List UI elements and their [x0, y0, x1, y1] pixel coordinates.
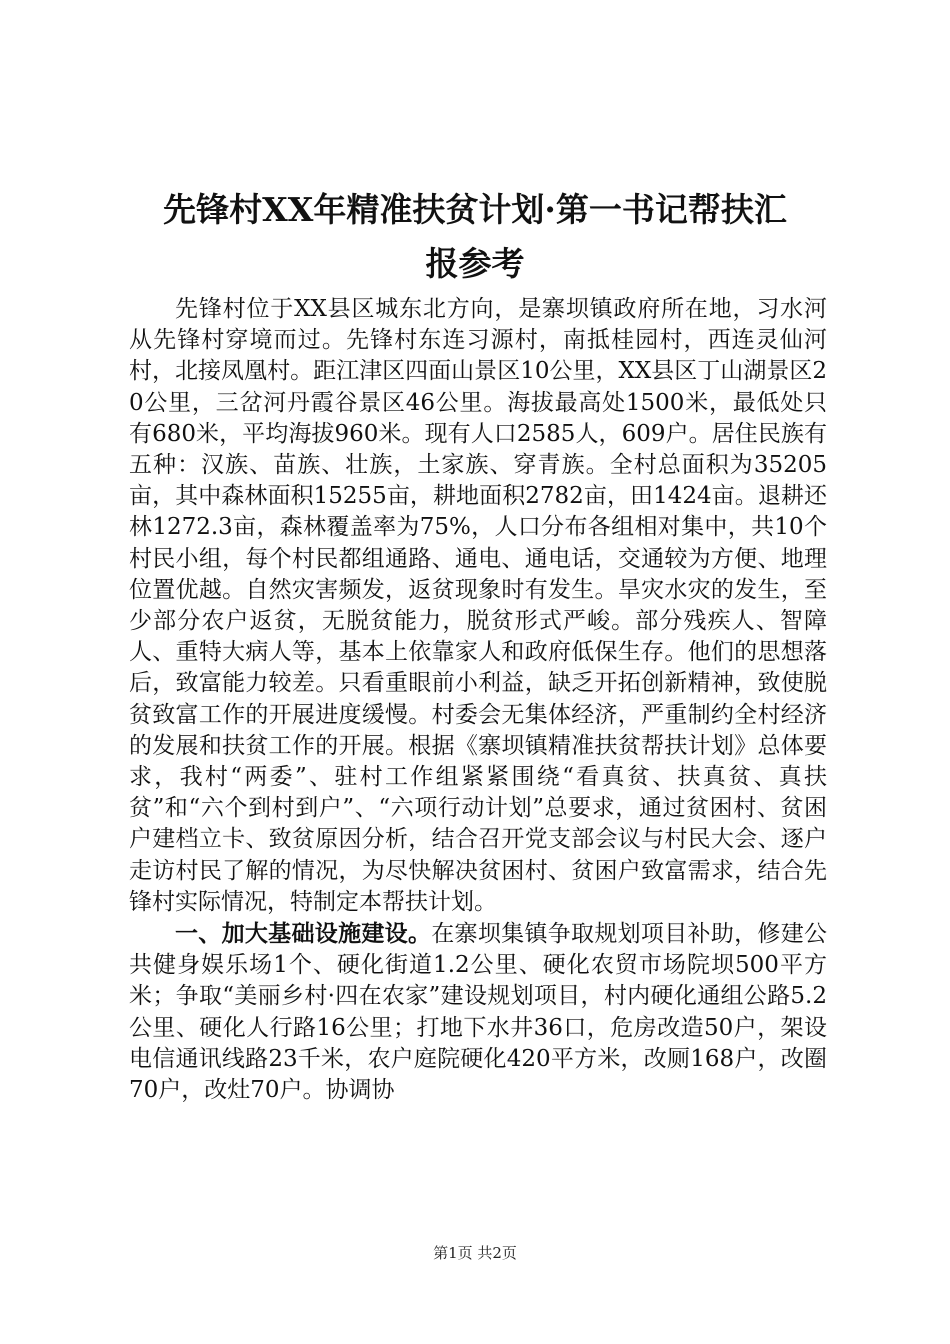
section-text: 在寨坝集镇争取规划项目补助，修建公共健身娱乐场1个、硬化街道1.2公里、硬化农贸市场院坝500平方米；争取“美丽乡村·四在农家”建设规划项目，村内硬化通组公路5.2公里、硬化人行路16公里；打地下水井36口，危房改造50户，架设电信通讯线路23千米，农户庭院硬化420平方米，改厕168户，改圈70户，改灶70户。协调协	[129, 921, 828, 1104]
paragraph-intro: 先锋村位于XX县区城东北方向，是寨坝镇政府所在地，习水河从先锋村穿境而过。先锋村东连习源村，南抵桂园村，西连灵仙河村，北接凤凰村。距江津区四面山景区10公里，XX县区丁山湖景区20公里，三岔河丹霞谷景区46公里。海拔最高处1500米，最低处只有680米，平均海拔960米。现有人口2585人，609户。居住民族有五种：汉族、苗族、壮族，土家族、穿青族。全村总面积为35205亩，其中森林面积15255亩，耕地面积2782亩，田1424亩。退耕还林1272.3亩，森林覆盖率为75%，人口分布各组相对集中，共10个村民小组，每个村民都组通路、通电、通电话，交通较为方便、地理位置优越。自然灾害频发，返贫现象时有发生。旱灾水灾的发生，至少部分农户返贫，无脱贫能力，脱贫形式严峻。部分残疾人、智障人、重特大病人等，基本上依靠家人和政府低保生存。他们的思想落后，致富能力较差。只看重眼前小利益，缺乏开拓创新精神，致使脱贫致富工作的开展进度缓慢。村委会无集体经济，严重制约全村经济的发展和扶贫工作的开展。根据《寨坝镇精准扶贫帮扶计划》总体要求，我村“两委”、驻村工作组紧紧围绕“看真贫、扶真贫、真扶贫”和“六个到村到户”、“六项行动计划”总要求，通过贫困村、贫困户建档立卡、致贫原因分析，结合召开党支部会议与村民大会、逐户走访村民了解的情况，为尽快解决贫困村、贫困户致富需求，结合先锋村实际情况，特制定本帮扶计划。	[129, 296, 827, 915]
title-line-2: 报参考	[425, 244, 525, 283]
document-title	[100, 183, 850, 291]
paragraph-infrastructure	[129, 918, 827, 1106]
section-heading: 一、加大基础设施建设。	[175, 920, 432, 948]
title-line-1: 先锋村XX年精准扶贫计划·第一书记帮扶汇	[163, 190, 787, 229]
page-footer: 第1页 共2页	[433, 1244, 517, 1262]
document-body	[129, 294, 827, 1106]
